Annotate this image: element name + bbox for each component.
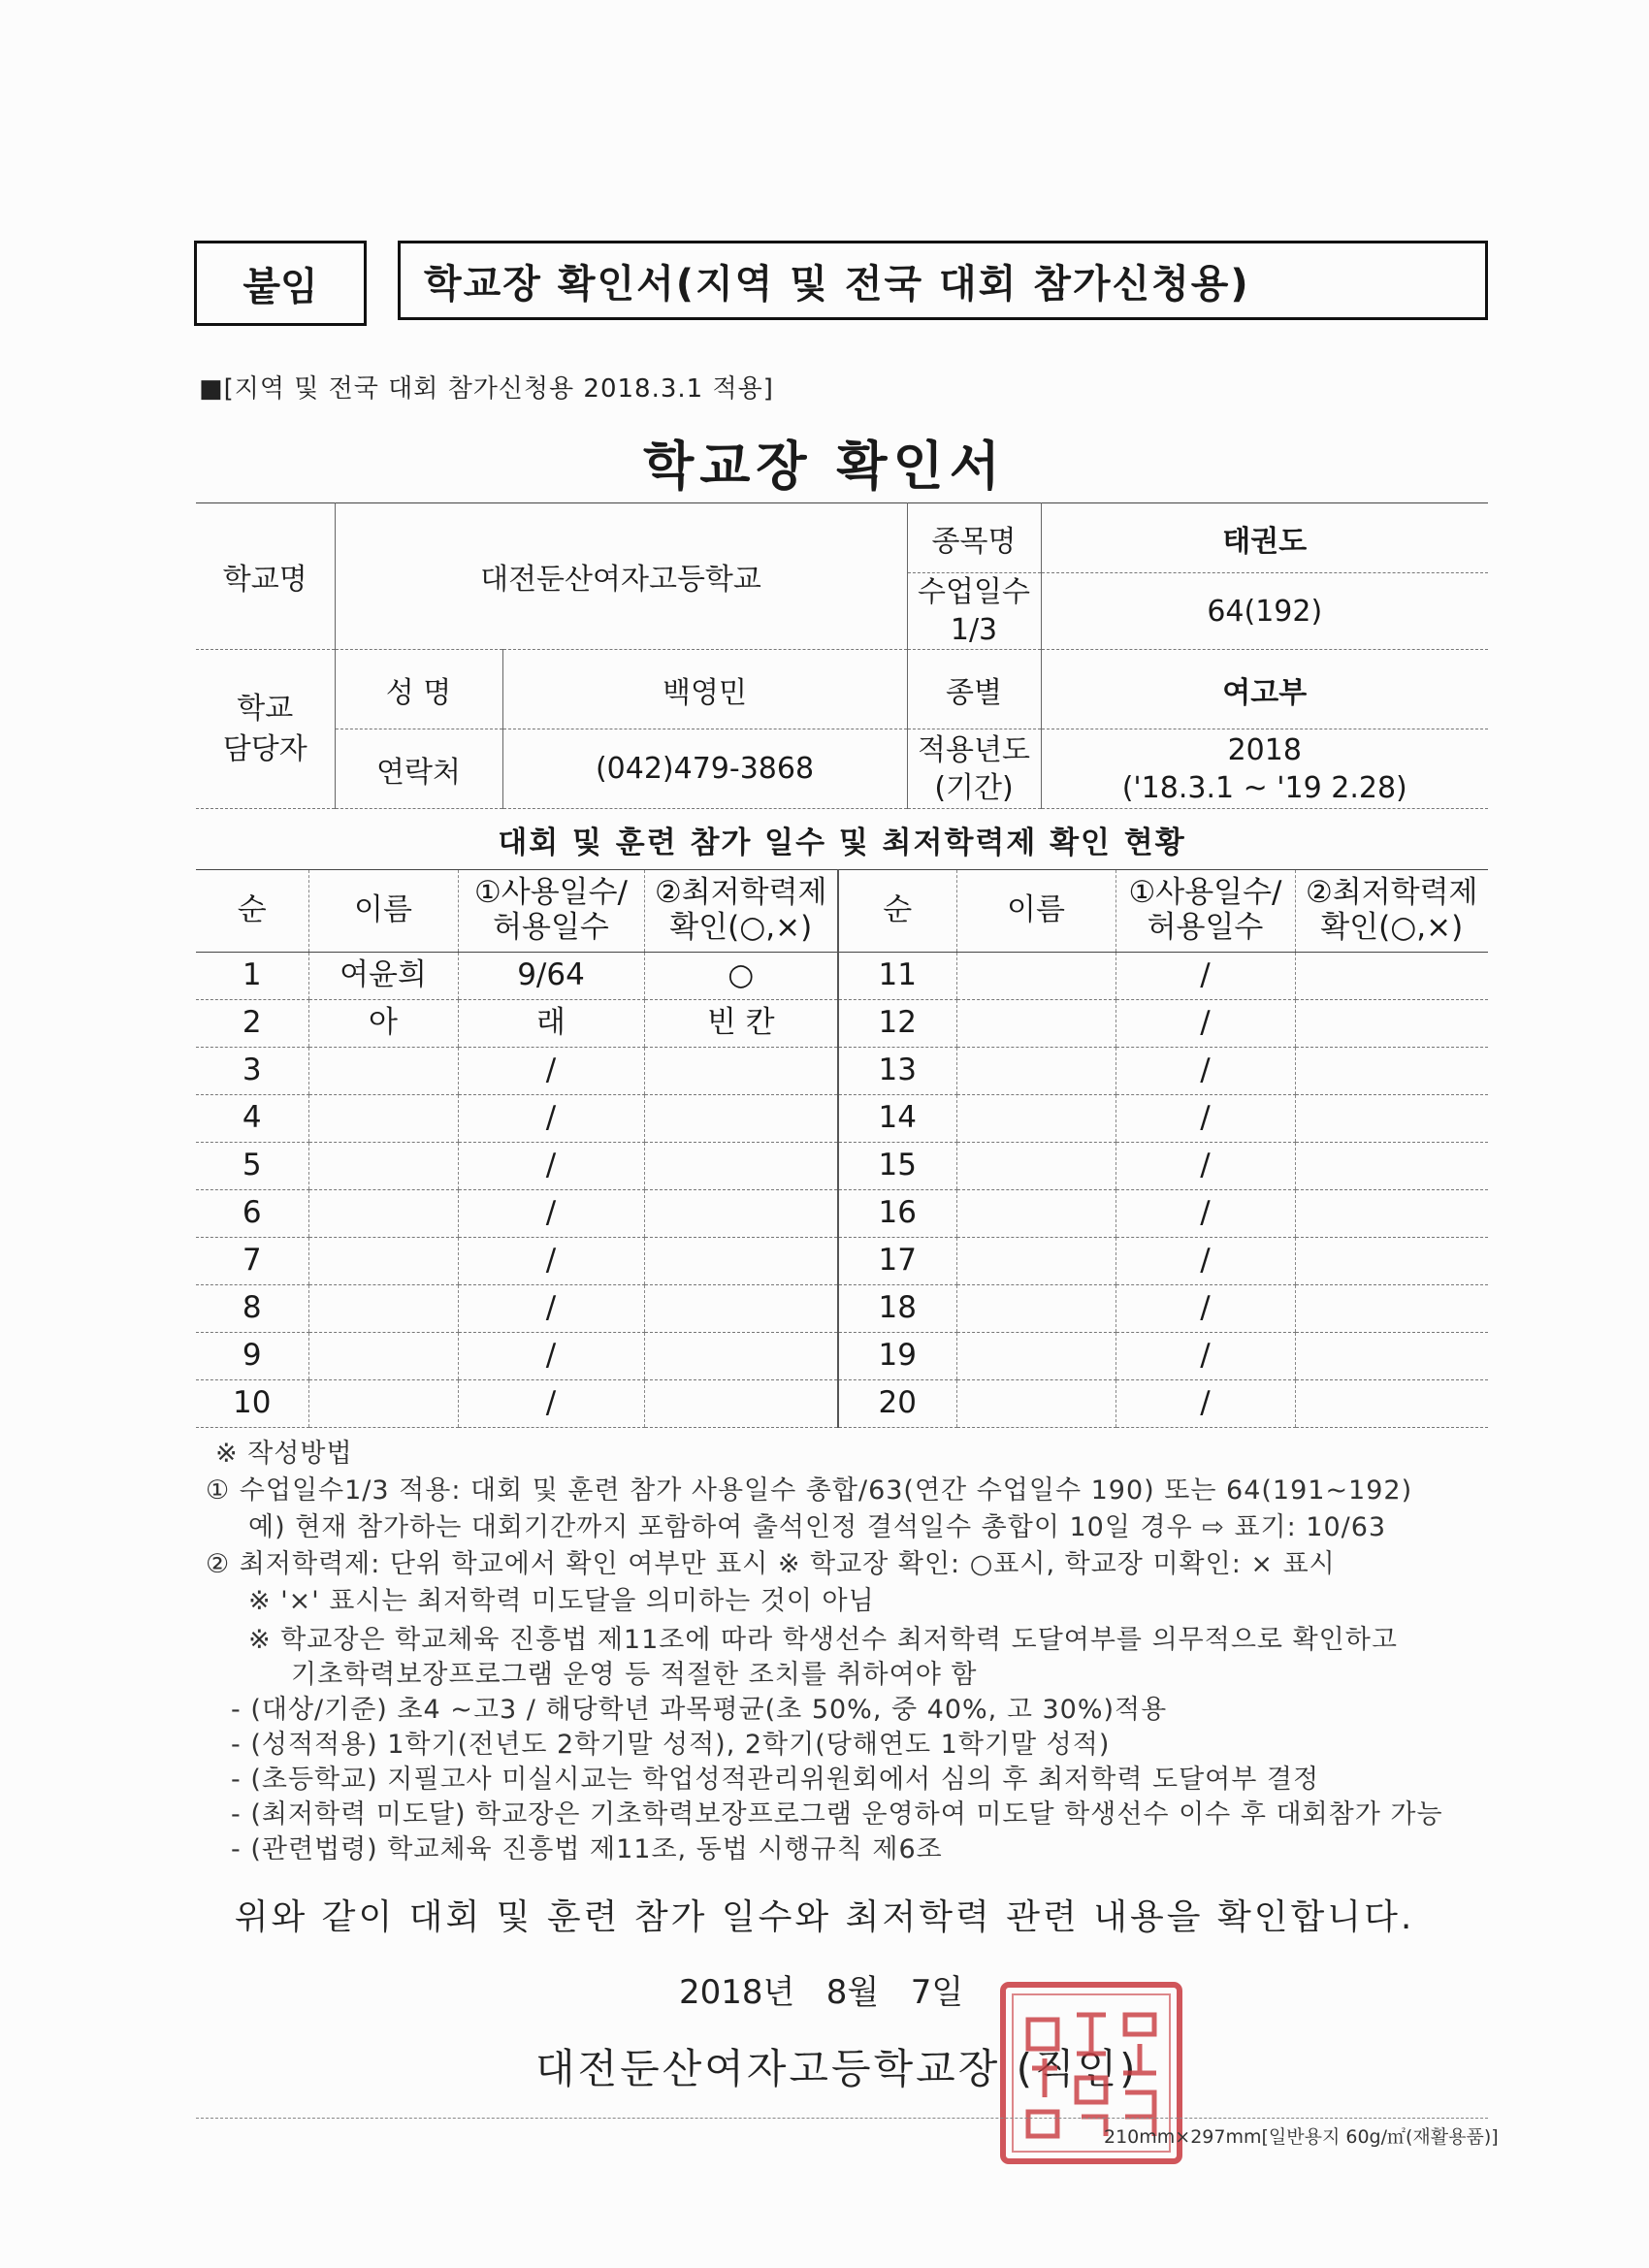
- row-name: [308, 1143, 458, 1190]
- row-no: 20: [838, 1380, 956, 1428]
- applied-year-label: [907, 729, 1041, 809]
- row-used-days: /: [1116, 1285, 1295, 1333]
- row-used-days: /: [458, 1380, 644, 1428]
- form-title-box: 학교장 확인서(지역 및 전국 대회 참가신청용): [398, 241, 1488, 320]
- row-used-days: /: [1116, 1333, 1295, 1380]
- row-name: [308, 1380, 458, 1428]
- table-row: [196, 1238, 1488, 1285]
- applied-year-label-line1: 적용년도: [918, 732, 1030, 767]
- header-check-line2-2: 확인(○,×): [1320, 910, 1464, 945]
- row-min-academic: [1295, 1048, 1488, 1095]
- row-min-academic: [644, 1143, 838, 1190]
- row-name: [956, 1143, 1116, 1190]
- contact-value: (042)479-3868: [502, 729, 907, 809]
- row-no: 15: [838, 1143, 956, 1190]
- row-no: 13: [838, 1048, 956, 1095]
- note-line: ② 최저학력제: 단위 학교에서 확인 여부만 표시 ※ 학교장 확인: ○표시, 학교장 미확인: × 표시: [206, 1549, 1336, 1579]
- row-name: [308, 1190, 458, 1238]
- class-days-label-line1: 수업일수: [918, 575, 1030, 609]
- class-days-label-line2: 1/3: [950, 613, 998, 647]
- row-no: 19: [838, 1333, 956, 1380]
- row-used-days: /: [458, 1095, 644, 1143]
- division-label: 종별: [907, 650, 1041, 729]
- table-row: [196, 953, 1488, 1000]
- header-used-days-2: [1116, 870, 1295, 953]
- header-name-2: 이름: [956, 870, 1116, 953]
- row-min-academic: [644, 1238, 838, 1285]
- header-min-academic-2: [1295, 870, 1488, 953]
- row-min-academic: [1295, 1000, 1488, 1048]
- row-used-days: /: [1116, 1048, 1295, 1095]
- row-used-days: /: [458, 1143, 644, 1190]
- row-min-academic: [1295, 1190, 1488, 1238]
- note-line: - (대상/기준) 초4 ~고3 / 해당학년 과목평균(초 50%, 중 40%, 고 30%)적용: [231, 1695, 1168, 1725]
- row-used-days: /: [458, 1285, 644, 1333]
- row-min-academic: [644, 1380, 838, 1428]
- header-check-line1-2: ②최저학력제: [1305, 875, 1478, 911]
- row-name: [956, 1333, 1116, 1380]
- row-min-academic: [1295, 1285, 1488, 1333]
- row-used-days: /: [1116, 1380, 1295, 1428]
- row-used-days: /: [458, 1190, 644, 1238]
- note-line: - (초등학교) 지필고사 미실시교는 학업성적관리위원회에서 심의 후 최저학력 도달여부 결정: [231, 1765, 1320, 1795]
- header-used-days: [458, 870, 644, 953]
- row-min-academic: [644, 1048, 838, 1095]
- row-used-days: 래: [458, 1000, 644, 1048]
- row-used-days: /: [1116, 1238, 1295, 1285]
- header-no-2: 순: [838, 870, 956, 953]
- signer: 대전둔산여자고등학교장 (직인): [535, 2045, 1139, 2092]
- row-min-academic: [644, 1333, 838, 1380]
- row-no: 6: [196, 1190, 308, 1238]
- note-line: 기초학력보장프로그램 운영 등 적절한 조치를 취하여야 함: [291, 1660, 978, 1690]
- row-name: [308, 1285, 458, 1333]
- row-used-days: /: [1116, 1095, 1295, 1143]
- row-min-academic: [644, 1285, 838, 1333]
- row-min-academic: [644, 1190, 838, 1238]
- row-name: [956, 1048, 1116, 1095]
- row-no: 11: [838, 953, 956, 1000]
- row-used-days: /: [1116, 1143, 1295, 1190]
- form-code: ■[지역 및 전국 대회 참가신청용 2018.3.1 적용]: [199, 374, 774, 404]
- row-used-days: /: [1116, 1000, 1295, 1048]
- sport-value: 태권도: [1041, 503, 1488, 573]
- row-name: [308, 1333, 458, 1380]
- row-no: 16: [838, 1190, 956, 1238]
- row-name: [308, 1048, 458, 1095]
- header-check-line1: ②최저학력제: [654, 875, 827, 911]
- row-name: [956, 1000, 1116, 1048]
- row-no: 3: [196, 1048, 308, 1095]
- row-name: 여윤희: [308, 953, 458, 1000]
- class-days-value: 64(192): [1041, 573, 1488, 650]
- table-row: [196, 1285, 1488, 1333]
- section-title: 대회 및 훈련 참가 일수 및 최저학력제 확인 현황: [498, 826, 1186, 860]
- row-no: 2: [196, 1000, 308, 1048]
- header-used-line1: ①사용일수/: [473, 875, 629, 911]
- applied-period: ('18.3.1 ~ '19 2.28): [1121, 770, 1407, 805]
- row-name: [956, 1190, 1116, 1238]
- manager-label-line1: 학교: [237, 691, 294, 726]
- row-min-academic: [644, 1095, 838, 1143]
- footer-spec: 210mm×297mm[일반용지 60g/㎡(재활용품)]: [1104, 2126, 1499, 2148]
- participation-table: [196, 869, 1488, 1428]
- header-used-line2: 허용일수: [493, 910, 609, 945]
- header-check-line2: 확인(○,×): [669, 910, 813, 945]
- row-no: 10: [196, 1380, 308, 1428]
- row-name: [956, 1095, 1116, 1143]
- row-no: 9: [196, 1333, 308, 1380]
- page-title: 학교장 확인서: [643, 436, 1006, 497]
- row-used-days: /: [458, 1238, 644, 1285]
- row-used-days: /: [458, 1333, 644, 1380]
- footer-line: [196, 2118, 1488, 2119]
- row-no: 18: [838, 1285, 956, 1333]
- table-row: [196, 1333, 1488, 1380]
- row-used-days: /: [1116, 953, 1295, 1000]
- row-no: 7: [196, 1238, 308, 1285]
- row-min-academic: 빈 칸: [644, 1000, 838, 1048]
- table-row: [196, 1048, 1488, 1095]
- confirmation-statement: 위와 같이 대회 및 훈련 참가 일수와 최저학력 관련 내용을 확인합니다.: [234, 1897, 1415, 1937]
- contact-label: 연락처: [335, 729, 502, 809]
- header-no: 순: [196, 870, 308, 953]
- note-line: - (최저학력 미도달) 학교장은 기초학력보장프로그램 운영하여 미도달 학생선수 이수 후 대회참가 가능: [231, 1799, 1443, 1830]
- row-no: 1: [196, 953, 308, 1000]
- school-name-label: 학교명: [196, 503, 335, 650]
- table-header-row: [196, 870, 1488, 953]
- note-line: - (성적적용) 1학기(전년도 2학기말 성적), 2학기(당해연도 1학기말 성적): [231, 1730, 1111, 1760]
- table-row: [196, 1095, 1488, 1143]
- row-min-academic: ○: [644, 953, 838, 1000]
- header-used-line1-2: ①사용일수/: [1128, 875, 1282, 911]
- attachment-label: 붙임: [194, 241, 367, 326]
- school-name-value: 대전둔산여자고등학교: [335, 503, 907, 650]
- note-line: 예) 현재 참가하는 대회기간까지 포함하여 출석인정 결석일수 총합이 10일 경우 ⇨ 표기: 10/63: [248, 1512, 1387, 1542]
- header-name: 이름: [308, 870, 458, 953]
- row-name: 아: [308, 1000, 458, 1048]
- applied-year: 2018: [1227, 732, 1302, 767]
- row-min-academic: [1295, 1238, 1488, 1285]
- table-row: [196, 1380, 1488, 1428]
- row-used-days: /: [458, 1048, 644, 1095]
- applied-year-value: [1041, 729, 1488, 809]
- row-name: [308, 1238, 458, 1285]
- manager-label-line2: 담당자: [222, 731, 307, 766]
- row-used-days: 9/64: [458, 953, 644, 1000]
- manager-name-label: 성 명: [335, 650, 502, 729]
- header-used-line2-2: 허용일수: [1147, 910, 1264, 945]
- issue-date: 2018년 8월 7일: [679, 1973, 964, 2012]
- table-row: [196, 1190, 1488, 1238]
- note-line: ※ '×' 표시는 최저학력 미도달을 의미하는 것이 아님: [248, 1586, 875, 1616]
- row-min-academic: [1295, 1143, 1488, 1190]
- row-min-academic: [1295, 1095, 1488, 1143]
- manager-label: [196, 650, 335, 809]
- row-no: 14: [838, 1095, 956, 1143]
- row-min-academic: [1295, 1380, 1488, 1428]
- row-used-days: /: [1116, 1190, 1295, 1238]
- applied-year-label-line2: (기간): [934, 770, 1014, 805]
- row-no: 4: [196, 1095, 308, 1143]
- manager-name-value: 백영민: [502, 650, 907, 729]
- row-name: [956, 953, 1116, 1000]
- note-line: - (관련법령) 학교체육 진흥법 제11조, 동법 시행규칙 제6조: [231, 1834, 943, 1864]
- class-days-label: [907, 573, 1041, 650]
- school-info-table: [196, 502, 1488, 809]
- note-line: ※ 학교장은 학교체육 진흥법 제11조에 따라 학생선수 최저학력 도달여부를 의무적으로 확인하고: [248, 1625, 1398, 1655]
- header-min-academic: [644, 870, 838, 953]
- row-min-academic: [1295, 1333, 1488, 1380]
- note-line: ① 수업일수1/3 적용: 대회 및 훈련 참가 사용일수 총합/63(연간 수업일수 190) 또는 64(191~192): [206, 1475, 1413, 1506]
- division-value: 여고부: [1041, 650, 1488, 729]
- row-name: [308, 1095, 458, 1143]
- row-name: [956, 1380, 1116, 1428]
- row-min-academic: [1295, 953, 1488, 1000]
- row-no: 17: [838, 1238, 956, 1285]
- row-no: 8: [196, 1285, 308, 1333]
- row-no: 5: [196, 1143, 308, 1190]
- notes-heading: ※ 작성방법: [215, 1439, 353, 1469]
- sport-label: 종목명: [907, 503, 1041, 573]
- table-row: [196, 1000, 1488, 1048]
- row-name: [956, 1238, 1116, 1285]
- row-no: 12: [838, 1000, 956, 1048]
- row-name: [956, 1285, 1116, 1333]
- table-row: [196, 1143, 1488, 1190]
